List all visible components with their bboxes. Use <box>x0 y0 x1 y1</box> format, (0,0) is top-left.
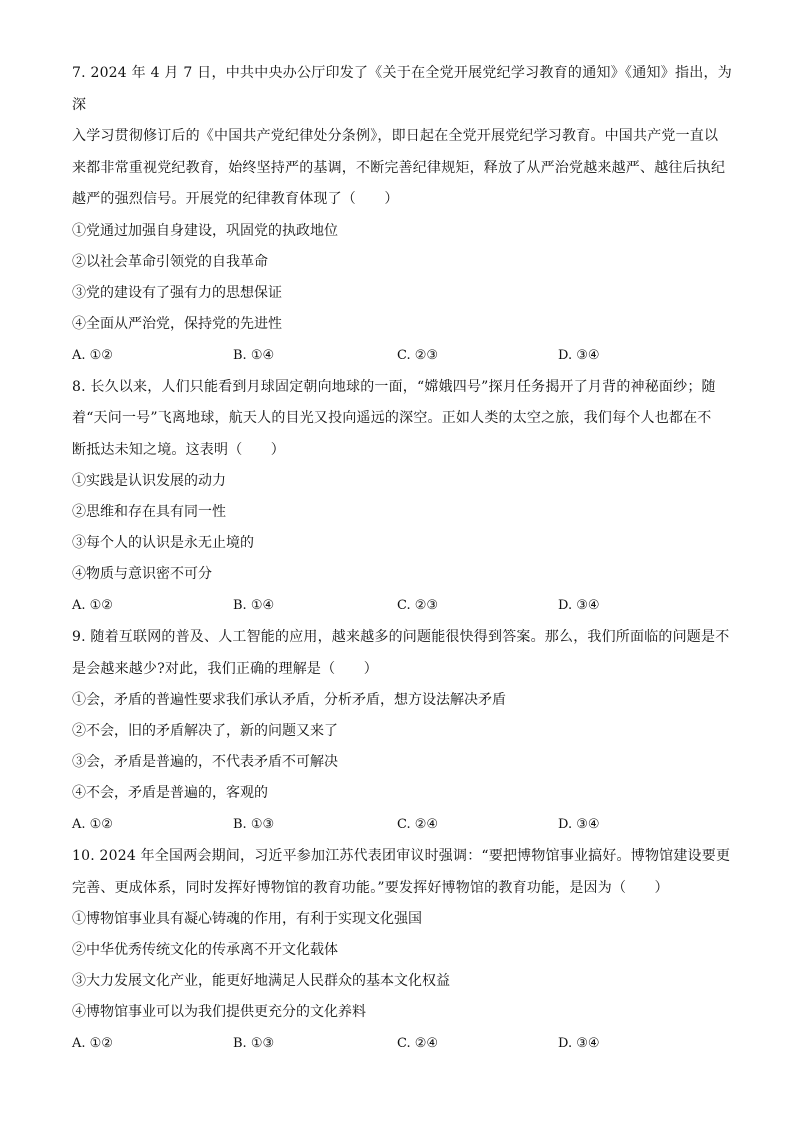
question-8-option-3: ③每个人的认识是永无止境的 <box>72 535 254 551</box>
question-9-stem-line: 9. 随着互联网的普及、人工智能的应用，越来越多的问题能很快得到答案。那么，我们所面临的问题是不 <box>72 629 730 645</box>
choice-b: B. ①④ <box>233 598 275 613</box>
question-10-option-2: ②中华优秀传统文化的传承离不开文化载体 <box>72 942 338 958</box>
question-9-option-2: ②不会，旧的矛盾解决了，新的问题又来了 <box>72 723 338 739</box>
choice-a: A. ①② <box>72 347 113 363</box>
question-10-option-4: ④博物馆事业可以为我们提供更充分的文化养料 <box>72 1004 366 1020</box>
question-7 <box>72 58 732 371</box>
choice-c: C. ②④ <box>397 1036 439 1051</box>
question-10-stem-line: 完善、更成体系，同时发挥好博物馆的教育功能。”要发挥好博物馆的教育功能，是因为（ ） <box>72 879 669 896</box>
question-7-stem-line: 来都非常重视党纪教育，始终坚持严的基调，不断完善纪律规矩，释放了从严治党越来越严、越往后执纪 <box>72 159 726 176</box>
question-8-option-1: ①实践是认识发展的动力 <box>72 473 226 489</box>
question-7-stem <box>72 58 732 216</box>
question-9-stem <box>72 622 732 685</box>
question-8-choices <box>72 590 732 621</box>
choice-b: B. ①④ <box>233 347 275 363</box>
question-10-option-1: ①博物馆事业具有凝心铸魂的作用，有利于实现文化强国 <box>72 911 422 927</box>
question-9-option-3: ③会，矛盾是普遍的，不代表矛盾不可解决 <box>72 754 338 770</box>
question-8-option-2: ②思维和存在具有同一性 <box>72 504 226 520</box>
question-8-option-4: ④物质与意识密不可分 <box>72 566 212 582</box>
question-7-choices <box>72 340 732 371</box>
question-7-stem-line: 7. 2024 年 4 月 7 日，中共中央办公厅印发了《关于在全党开展党纪学习教育的通知》《通知》指出，为深 <box>72 65 732 113</box>
question-9-option-4: ④不会，矛盾是普遍的，客观的 <box>72 785 268 801</box>
question-10 <box>72 841 732 1059</box>
exam-page <box>72 0 732 1059</box>
question-7-stem-line: 入学习贯彻修订后的《中国共产党纪律处分条例》，即日起在全党开展党纪学习教育。中国共产党一直以 <box>72 128 719 144</box>
question-9 <box>72 622 732 840</box>
question-7-option-2: ②以社会革命引领党的自我革命 <box>72 253 268 270</box>
question-8-stem-line: 断抵达未知之境。这表明（ ） <box>72 441 285 458</box>
question-10-stem <box>72 841 732 904</box>
choice-d: D. ③④ <box>558 817 600 832</box>
choice-d: D. ③④ <box>558 347 600 363</box>
question-7-option-4: ④全面从严治党，保持党的先进性 <box>72 315 282 332</box>
question-10-stem-line: 10. 2024 年全国两会期间，习近平参加江苏代表团审议时强调：“要把博物馆事业搞好。博物馆建设要更 <box>72 848 731 864</box>
question-7-option-3: ③党的建设有了强有力的思想保证 <box>72 284 282 301</box>
choice-c: C. ②③ <box>397 598 439 613</box>
question-10-option-3: ③大力发展文化产业，能更好地满足人民群众的基本文化权益 <box>72 973 450 989</box>
question-7-stem-line: 越严的强烈信号。开展党的纪律教育体现了（ ） <box>72 191 399 207</box>
question-8-stem-line: 着“天问一号”飞离地球，航天人的目光又投向遥远的深空。正如人类的太空之旅，我们每个人也都在不 <box>72 410 712 426</box>
question-9-option-1: ①会，矛盾的普遍性要求我们承认矛盾，分析矛盾，想方设法解决矛盾 <box>72 692 506 708</box>
choice-a: A. ①② <box>72 598 113 613</box>
choice-c: C. ②③ <box>397 347 439 363</box>
choice-c: C. ②④ <box>397 817 439 832</box>
question-8-stem <box>72 372 732 467</box>
question-7-option-1: ①党通过加强自身建设，巩固党的执政地位 <box>72 222 338 239</box>
question-10-choices <box>72 1028 732 1059</box>
choice-b: B. ①③ <box>233 1036 275 1051</box>
choice-d: D. ③④ <box>558 598 600 613</box>
choice-b: B. ①③ <box>233 817 275 832</box>
question-8-stem-line: 8. 长久以来，人们只能看到月球固定朝向地球的一面，“嫦娥四号”探月任务揭开了月背的神秘面纱；随 <box>72 378 716 395</box>
question-9-stem-line: 是会越来越少?对此，我们正确的理解是（ ） <box>72 660 378 677</box>
question-8 <box>72 372 732 622</box>
choice-a: A. ①② <box>72 1036 113 1051</box>
choice-a: A. ①② <box>72 817 113 832</box>
question-9-choices <box>72 809 732 840</box>
choice-d: D. ③④ <box>558 1036 600 1051</box>
